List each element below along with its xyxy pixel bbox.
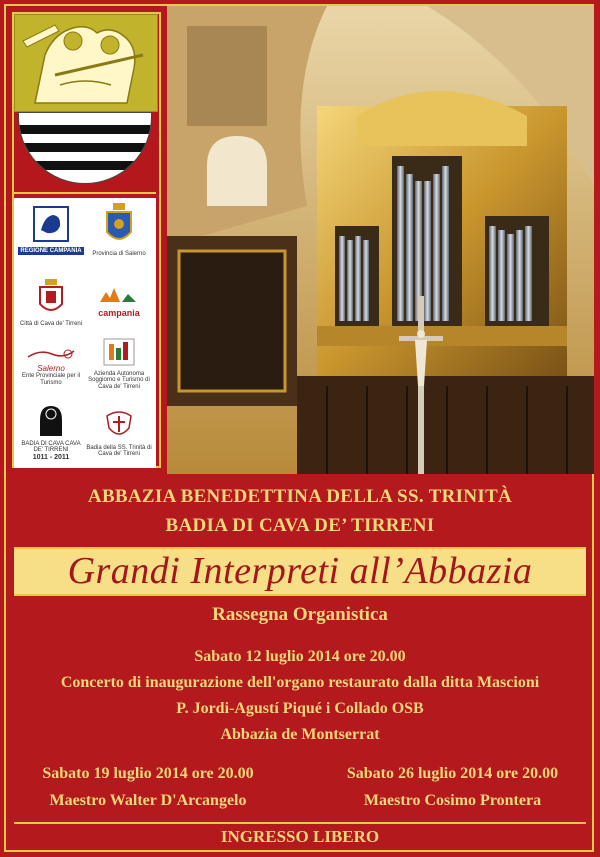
logo-label: Salerno: [37, 363, 65, 373]
logo-citta-cava: [18, 278, 84, 327]
logo-label: Città di Cava de' Tirreni: [19, 320, 83, 327]
sidebar-divider: [14, 192, 156, 194]
concert-1-affiliation: Abbazia de Montserrat: [220, 726, 380, 743]
crest-stripe: [19, 125, 152, 134]
header-line-1: ABBAZIA BENEDETTINA DELLA SS. TRINITÀ: [87, 486, 513, 507]
logo-label: BADIA DI CAVA CAVA DE' TIRRENI: [21, 440, 81, 454]
azienda-autonoma-icon: [103, 338, 135, 366]
abbey-crest-icon: [14, 14, 156, 184]
logo-badia-trinita: [86, 410, 152, 458]
logo-regione-campania: [18, 206, 84, 255]
concert-2-performer: Maestro Walter D'Arcangelo: [49, 792, 247, 809]
logo-provincia-salerno: [86, 202, 152, 257]
logo-label: Provincia di Salerno: [92, 250, 146, 257]
concert-1-date: Sabato 12 luglio 2014 ore 20.00: [194, 648, 406, 665]
crest-stripes: [18, 112, 152, 184]
regione-campania-icon: [33, 206, 69, 242]
logo-label: Azienda Autonoma Soggiorno e Turismo di Cava de' Tirreni: [88, 370, 150, 390]
logo-label: campania: [98, 307, 140, 318]
crest-stripe: [19, 143, 152, 152]
organ-photo: [167, 6, 594, 474]
banner-title: Grandi Interpreti all’Abbazia: [67, 550, 533, 592]
campania-turismo-icon: [96, 286, 142, 304]
logo-salerno-ept: [18, 348, 84, 387]
header-line-2: BADIA DI CAVA DE’ TIRRENI: [165, 515, 435, 536]
monks-figure-icon: [15, 15, 157, 111]
event-banner: [14, 547, 586, 596]
logo-campania: [86, 286, 152, 318]
provincia-salerno-icon: [104, 202, 134, 246]
crest-stripe: [19, 161, 152, 170]
free-entry-label: INGRESSO LIBERO: [14, 822, 586, 850]
badia-trinita-icon: [103, 410, 135, 440]
citta-cava-icon: [38, 278, 64, 316]
logo-label: REGIONE CAMPANIA: [18, 247, 84, 256]
concert-1-description: Concerto di inaugurazione dell'organo restaurato dalla ditta Mascioni: [60, 674, 540, 691]
concert-3-performer: Maestro Cosimo Prontera: [363, 792, 542, 809]
sponsor-logos: [14, 198, 156, 468]
logo-label: Badia della SS. Trinità di Cava de' Tirreni: [86, 444, 152, 458]
salerno-ept-icon: [26, 348, 76, 360]
logo-azienda-autonoma: [86, 338, 152, 390]
logo-label-2: 1011 - 2011: [32, 453, 70, 461]
concert-2-date: Sabato 19 luglio 2014 ore 20.00: [42, 765, 254, 782]
event-subtitle: Rassegna Organistica: [212, 604, 388, 625]
organ-illustration-icon: [167, 6, 594, 474]
concert-1-performer: P. Jordi-Agustí Piqué i Collado OSB: [176, 700, 424, 717]
logo-label-2: Ente Provinciale per il Turismo: [21, 373, 81, 386]
crest-monks-panel: [14, 14, 158, 112]
badia-millennium-icon: [34, 402, 68, 436]
concert-3-date: Sabato 26 luglio 2014 ore 20.00: [346, 765, 559, 782]
logo-badia-millennium: [18, 402, 84, 461]
